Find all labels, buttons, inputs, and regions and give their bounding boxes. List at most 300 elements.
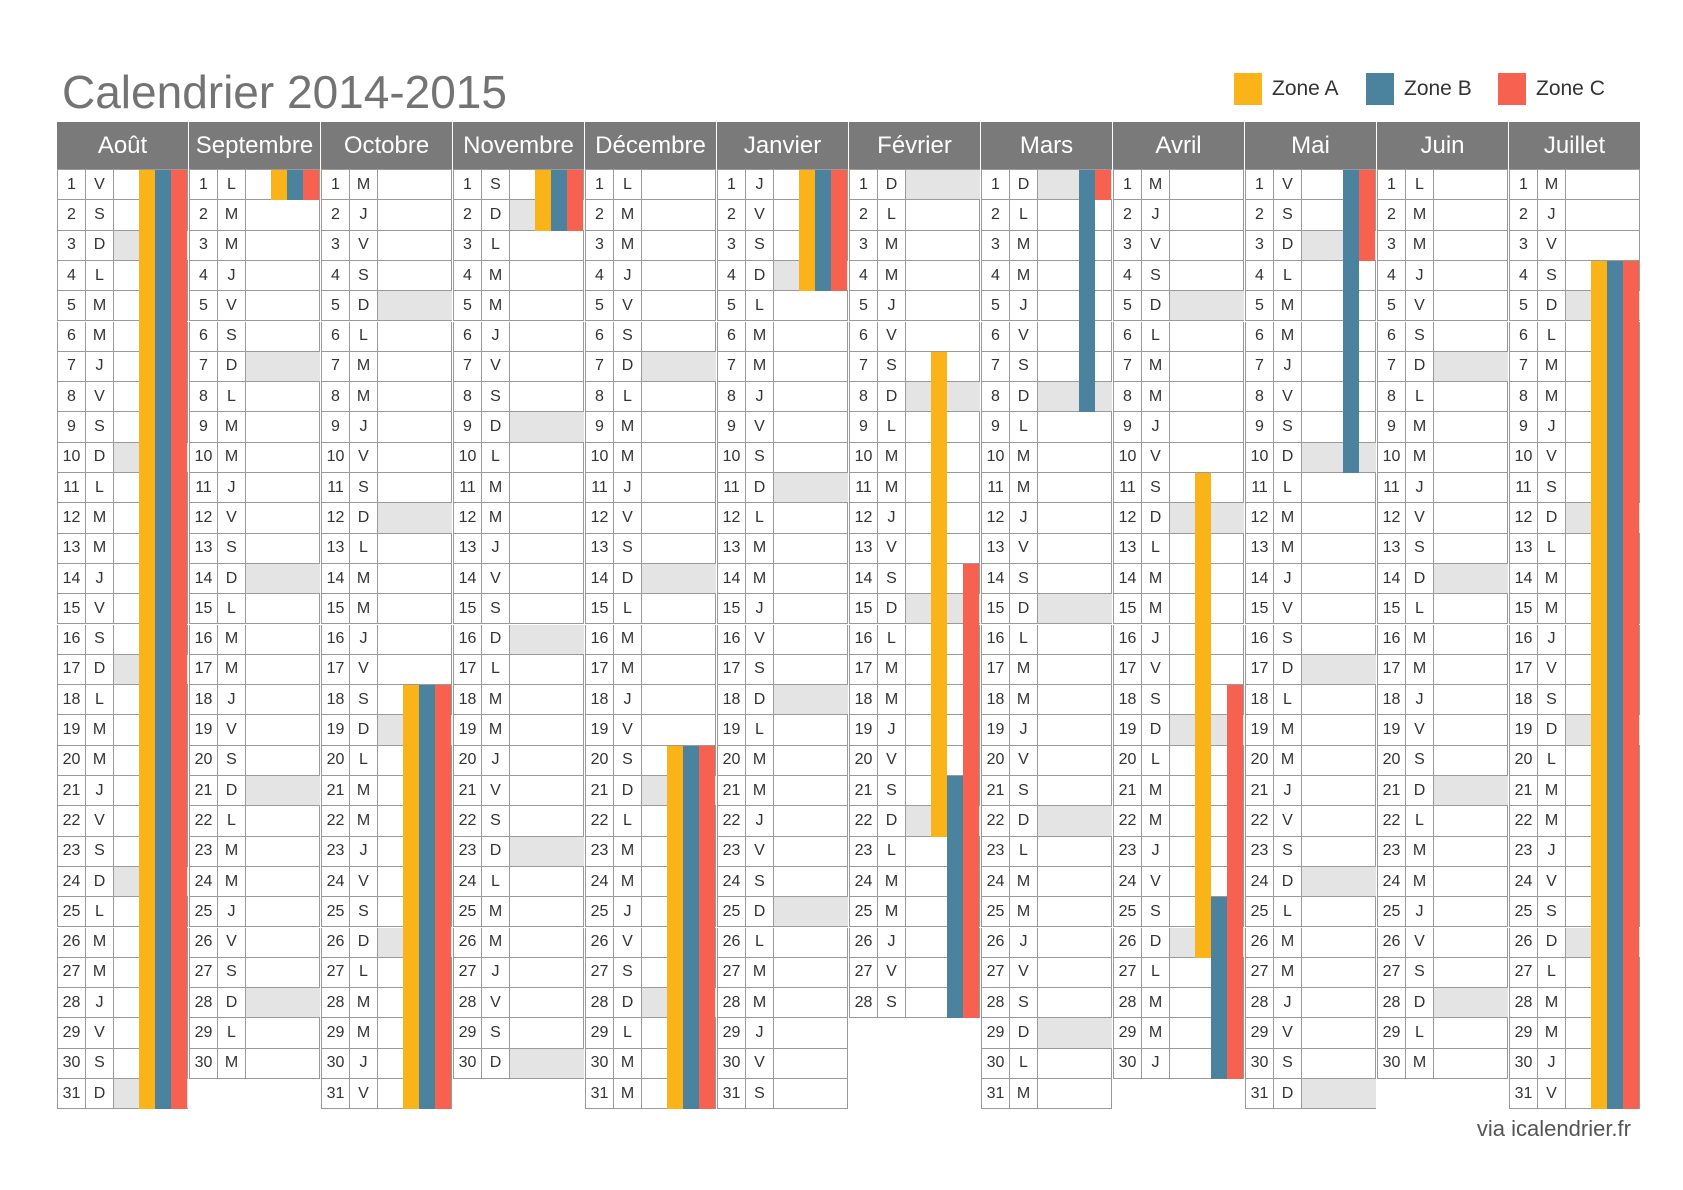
- weekday-letter: D: [482, 837, 510, 866]
- weekday-letter: M: [878, 897, 906, 926]
- weekday-letter: M: [614, 231, 642, 260]
- day-row: [321, 534, 452, 564]
- day-row: [981, 412, 1112, 442]
- day-number: 7: [454, 352, 482, 381]
- weekday-letter: J: [350, 412, 378, 441]
- weekend-shade: [378, 291, 452, 320]
- day-number: 23: [454, 837, 482, 866]
- weekday-letter: L: [1274, 897, 1302, 926]
- day-row: [1245, 897, 1376, 927]
- day-number: 8: [850, 382, 878, 411]
- weekday-letter: S: [482, 1018, 510, 1047]
- day-number: 14: [850, 564, 878, 593]
- day-row: [717, 534, 848, 564]
- day-number: 2: [718, 200, 746, 229]
- weekday-letter: M: [218, 837, 246, 866]
- day-number: 30: [1114, 1049, 1142, 1078]
- day-number: 3: [1246, 231, 1274, 260]
- weekday-letter: V: [614, 503, 642, 532]
- weekday-letter: M: [86, 746, 114, 775]
- day-row: [849, 291, 980, 321]
- day-row: [453, 291, 584, 321]
- day-number: 21: [718, 776, 746, 805]
- day-number: 11: [454, 473, 482, 502]
- weekday-letter: M: [746, 746, 774, 775]
- day-row: [981, 594, 1112, 624]
- day-row: [1377, 897, 1508, 927]
- day-number: 22: [190, 806, 218, 835]
- day-row: [1113, 261, 1244, 291]
- day-row: [1377, 928, 1508, 958]
- weekday-letter: M: [1142, 352, 1170, 381]
- day-row: [585, 625, 716, 655]
- day-number: 27: [1510, 958, 1538, 987]
- weekday-letter: V: [350, 443, 378, 472]
- day-number: 23: [586, 837, 614, 866]
- weekday-letter: M: [1538, 382, 1566, 411]
- weekday-letter: D: [1142, 503, 1170, 532]
- weekday-letter: M: [746, 958, 774, 987]
- day-number: 11: [190, 473, 218, 502]
- month-header: Juillet: [1509, 122, 1640, 170]
- day-number: 15: [850, 594, 878, 623]
- day-row: [1113, 867, 1244, 897]
- day-row: [189, 261, 320, 291]
- day-row: [1113, 655, 1244, 685]
- day-row: [321, 473, 452, 503]
- weekday-letter: M: [350, 564, 378, 593]
- day-row: [453, 958, 584, 988]
- day-number: 12: [850, 503, 878, 532]
- day-row: [981, 1018, 1112, 1048]
- weekday-letter: M: [1142, 564, 1170, 593]
- weekday-letter: L: [746, 503, 774, 532]
- day-number: 11: [586, 473, 614, 502]
- weekday-letter: J: [614, 897, 642, 926]
- day-row: [453, 746, 584, 776]
- weekday-letter: S: [1406, 534, 1434, 563]
- weekday-letter: M: [878, 443, 906, 472]
- day-row: [849, 473, 980, 503]
- page-title: Calendrier 2014-2015: [62, 66, 507, 118]
- weekday-letter: S: [1538, 261, 1566, 290]
- day-number: 18: [1114, 685, 1142, 714]
- day-number: 25: [850, 897, 878, 926]
- weekday-letter: V: [1142, 231, 1170, 260]
- day-number: 24: [850, 867, 878, 896]
- weekday-letter: V: [746, 837, 774, 866]
- day-number: 28: [58, 988, 86, 1017]
- month-column: [981, 122, 1112, 1111]
- holiday-bar-zone-c: [567, 170, 583, 231]
- day-row: [585, 169, 716, 200]
- day-number: 8: [718, 382, 746, 411]
- day-row: [1113, 715, 1244, 745]
- weekday-letter: M: [1274, 291, 1302, 320]
- day-number: 16: [454, 625, 482, 654]
- weekday-letter: M: [1142, 776, 1170, 805]
- day-number: 1: [454, 170, 482, 199]
- holiday-bar-zone-c: [963, 564, 979, 1019]
- day-number: 30: [454, 1049, 482, 1078]
- day-number: 29: [190, 1018, 218, 1047]
- weekday-letter: V: [86, 806, 114, 835]
- day-number: 4: [1246, 261, 1274, 290]
- weekday-letter: L: [1538, 322, 1566, 351]
- day-number: 30: [190, 1049, 218, 1078]
- day-number: 3: [718, 231, 746, 260]
- weekend-shade: [1038, 1018, 1112, 1047]
- day-row: [1509, 231, 1640, 261]
- day-number: 22: [322, 806, 350, 835]
- weekday-letter: L: [218, 170, 246, 199]
- day-row: [1377, 655, 1508, 685]
- day-row: [849, 169, 980, 200]
- day-row: [1377, 806, 1508, 836]
- weekend-shade: [1038, 594, 1112, 623]
- weekend-shade: [642, 564, 716, 593]
- weekday-letter: M: [1274, 534, 1302, 563]
- day-row: [453, 473, 584, 503]
- weekday-letter: V: [1406, 291, 1434, 320]
- day-number: 27: [718, 958, 746, 987]
- day-number: 1: [1114, 170, 1142, 199]
- weekday-letter: S: [1538, 685, 1566, 714]
- day-row: [981, 928, 1112, 958]
- day-row: [189, 685, 320, 715]
- day-number: 21: [1114, 776, 1142, 805]
- day-row: [717, 776, 848, 806]
- weekday-letter: J: [614, 473, 642, 502]
- weekday-letter: V: [746, 625, 774, 654]
- day-number: 10: [850, 443, 878, 472]
- weekday-letter: V: [1142, 655, 1170, 684]
- day-number: 24: [1378, 867, 1406, 896]
- day-row: [189, 291, 320, 321]
- day-number: 30: [1246, 1049, 1274, 1078]
- day-row: [981, 746, 1112, 776]
- weekday-letter: M: [614, 837, 642, 866]
- day-row: [453, 625, 584, 655]
- day-row: [1245, 837, 1376, 867]
- day-row: [453, 503, 584, 533]
- day-number: 23: [982, 837, 1010, 866]
- day-number: 19: [322, 715, 350, 744]
- day-row: [849, 322, 980, 352]
- day-number: 31: [586, 1079, 614, 1108]
- weekday-letter: M: [614, 655, 642, 684]
- day-row: [189, 534, 320, 564]
- day-number: 9: [1246, 412, 1274, 441]
- weekday-letter: M: [482, 928, 510, 957]
- day-number: 30: [718, 1049, 746, 1078]
- weekday-letter: S: [1142, 897, 1170, 926]
- day-row: [585, 685, 716, 715]
- day-row: [1113, 322, 1244, 352]
- weekday-letter: D: [350, 928, 378, 957]
- day-row: [453, 928, 584, 958]
- day-row: [1377, 715, 1508, 745]
- day-number: 15: [1246, 594, 1274, 623]
- day-row: [321, 261, 452, 291]
- day-number: 1: [1378, 170, 1406, 199]
- weekday-letter: D: [482, 200, 510, 229]
- weekday-letter: L: [86, 473, 114, 502]
- weekday-letter: S: [1142, 261, 1170, 290]
- day-row: [1245, 534, 1376, 564]
- weekday-letter: V: [1010, 958, 1038, 987]
- day-number: 16: [1510, 625, 1538, 654]
- day-number: 3: [190, 231, 218, 260]
- day-number: 23: [1246, 837, 1274, 866]
- weekday-letter: D: [350, 503, 378, 532]
- day-number: 13: [1246, 534, 1274, 563]
- day-row: [1113, 685, 1244, 715]
- day-row: [585, 231, 716, 261]
- weekend-shade: [1302, 655, 1376, 684]
- day-number: 30: [1378, 1049, 1406, 1078]
- day-number: 16: [58, 625, 86, 654]
- day-row: [1113, 594, 1244, 624]
- day-row: [453, 1049, 584, 1079]
- weekday-letter: J: [1274, 776, 1302, 805]
- weekday-letter: V: [1010, 534, 1038, 563]
- weekday-letter: M: [1538, 352, 1566, 381]
- day-number: 21: [1378, 776, 1406, 805]
- day-number: 13: [1378, 534, 1406, 563]
- day-row: [717, 746, 848, 776]
- weekend-shade: [1038, 806, 1112, 835]
- day-row: [585, 473, 716, 503]
- weekday-letter: J: [1406, 473, 1434, 502]
- weekday-letter: M: [1010, 685, 1038, 714]
- day-row: [717, 958, 848, 988]
- day-number: 6: [1246, 322, 1274, 351]
- weekday-letter: V: [86, 382, 114, 411]
- holiday-bar-zone-c: [171, 170, 187, 1109]
- weekday-letter: M: [350, 1018, 378, 1047]
- weekday-letter: M: [350, 988, 378, 1017]
- day-number: 11: [322, 473, 350, 502]
- weekday-letter: S: [350, 473, 378, 502]
- day-row: [1377, 776, 1508, 806]
- weekday-letter: M: [218, 1049, 246, 1078]
- day-row: [1113, 776, 1244, 806]
- day-number: 23: [190, 837, 218, 866]
- weekend-shade: [1302, 1079, 1376, 1108]
- day-number: 7: [1246, 352, 1274, 381]
- weekend-shade: [246, 564, 320, 593]
- weekday-letter: S: [1274, 837, 1302, 866]
- weekday-letter: L: [1142, 746, 1170, 775]
- day-row: [1377, 169, 1508, 200]
- day-number: 6: [850, 322, 878, 351]
- weekday-letter: D: [482, 412, 510, 441]
- weekday-letter: V: [482, 564, 510, 593]
- day-number: 2: [586, 200, 614, 229]
- weekday-letter: M: [614, 1079, 642, 1108]
- weekday-letter: V: [614, 291, 642, 320]
- weekday-letter: L: [350, 322, 378, 351]
- day-row: [981, 655, 1112, 685]
- day-number: 10: [718, 443, 746, 472]
- weekday-letter: S: [746, 867, 774, 896]
- day-number: 26: [586, 928, 614, 957]
- weekday-letter: J: [1538, 625, 1566, 654]
- holiday-bar-zone-a: [271, 170, 287, 200]
- weekday-letter: V: [746, 412, 774, 441]
- weekday-letter: D: [614, 564, 642, 593]
- day-number: 11: [850, 473, 878, 502]
- weekend-shade: [1434, 776, 1508, 805]
- weekday-letter: M: [86, 715, 114, 744]
- day-number: 25: [58, 897, 86, 926]
- weekday-letter: V: [878, 322, 906, 351]
- weekday-letter: M: [1010, 655, 1038, 684]
- day-row: [1113, 412, 1244, 442]
- weekday-letter: V: [350, 231, 378, 260]
- day-number: 5: [1378, 291, 1406, 320]
- holiday-bar-zone-b: [1211, 897, 1227, 1079]
- day-row: [453, 685, 584, 715]
- day-number: 7: [322, 352, 350, 381]
- day-number: 18: [190, 685, 218, 714]
- day-row: [1113, 564, 1244, 594]
- day-number: 20: [1114, 746, 1142, 775]
- day-number: 14: [1378, 564, 1406, 593]
- weekday-letter: S: [86, 1049, 114, 1078]
- month-column: [1245, 122, 1376, 1111]
- day-row: [189, 958, 320, 988]
- day-row: [453, 837, 584, 867]
- weekday-letter: V: [1538, 443, 1566, 472]
- day-row: [453, 655, 584, 685]
- day-row: [1377, 625, 1508, 655]
- weekday-letter: J: [482, 534, 510, 563]
- weekday-letter: S: [218, 534, 246, 563]
- weekday-letter: J: [614, 261, 642, 290]
- day-row: [1245, 958, 1376, 988]
- day-row: [1377, 685, 1508, 715]
- weekday-letter: D: [1406, 988, 1434, 1017]
- day-number: 5: [1246, 291, 1274, 320]
- day-row: [1113, 200, 1244, 230]
- day-row: [717, 655, 848, 685]
- day-row: [189, 594, 320, 624]
- weekday-letter: J: [218, 897, 246, 926]
- weekday-letter: M: [1142, 594, 1170, 623]
- weekday-letter: M: [350, 382, 378, 411]
- day-row: [849, 352, 980, 382]
- weekday-letter: V: [1274, 1018, 1302, 1047]
- weekday-letter: L: [614, 382, 642, 411]
- day-row: [981, 625, 1112, 655]
- holiday-bar-zone-b: [947, 776, 963, 1018]
- day-row: [585, 352, 716, 382]
- day-row: [1377, 837, 1508, 867]
- weekend-shade: [246, 988, 320, 1017]
- weekday-letter: J: [350, 1049, 378, 1078]
- weekday-letter: S: [350, 685, 378, 714]
- weekend-shade: [774, 473, 848, 502]
- weekday-letter: V: [350, 867, 378, 896]
- day-row: [717, 1018, 848, 1048]
- day-number: 18: [718, 685, 746, 714]
- weekday-letter: V: [1538, 655, 1566, 684]
- day-row: [1113, 806, 1244, 836]
- weekday-letter: V: [878, 534, 906, 563]
- weekday-letter: M: [1274, 715, 1302, 744]
- weekday-letter: S: [86, 625, 114, 654]
- day-number: 24: [586, 867, 614, 896]
- weekday-letter: L: [1406, 170, 1434, 199]
- weekday-letter: V: [614, 928, 642, 957]
- day-number: 23: [850, 837, 878, 866]
- day-number: 20: [718, 746, 746, 775]
- day-number: 25: [190, 897, 218, 926]
- day-row: [1377, 746, 1508, 776]
- weekday-letter: S: [746, 655, 774, 684]
- day-number: 8: [322, 382, 350, 411]
- weekday-letter: S: [746, 1079, 774, 1108]
- weekday-letter: J: [1010, 291, 1038, 320]
- day-row: [1113, 625, 1244, 655]
- day-number: 27: [586, 958, 614, 987]
- day-row: [189, 867, 320, 897]
- day-number: 19: [1378, 715, 1406, 744]
- day-number: 14: [1114, 564, 1142, 593]
- day-number: 2: [190, 200, 218, 229]
- month-column: [717, 122, 848, 1111]
- day-number: 7: [1378, 352, 1406, 381]
- day-number: 28: [1246, 988, 1274, 1017]
- weekday-letter: J: [350, 837, 378, 866]
- weekday-letter: S: [614, 958, 642, 987]
- day-number: 28: [982, 988, 1010, 1017]
- day-row: [981, 1049, 1112, 1079]
- day-number: 31: [322, 1079, 350, 1108]
- weekday-letter: S: [614, 746, 642, 775]
- weekday-letter: S: [878, 564, 906, 593]
- day-number: 28: [454, 988, 482, 1017]
- weekday-letter: M: [878, 261, 906, 290]
- day-row: [717, 564, 848, 594]
- weekday-letter: M: [1010, 261, 1038, 290]
- weekday-letter: V: [1274, 806, 1302, 835]
- weekday-letter: L: [1274, 685, 1302, 714]
- day-number: 15: [1510, 594, 1538, 623]
- weekend-shade: [1434, 352, 1508, 381]
- day-row: [1113, 443, 1244, 473]
- day-row: [717, 867, 848, 897]
- day-number: 10: [190, 443, 218, 472]
- day-row: [189, 1049, 320, 1079]
- day-number: 20: [322, 746, 350, 775]
- weekday-letter: D: [1274, 655, 1302, 684]
- weekday-letter: S: [1538, 897, 1566, 926]
- day-number: 10: [982, 443, 1010, 472]
- month-column: [1113, 122, 1244, 1111]
- day-row: [321, 443, 452, 473]
- day-row: [981, 958, 1112, 988]
- weekday-letter: D: [1142, 715, 1170, 744]
- weekday-letter: L: [86, 685, 114, 714]
- month-column: [453, 122, 584, 1111]
- day-row: [849, 231, 980, 261]
- day-number: 26: [58, 928, 86, 957]
- day-row: [1377, 594, 1508, 624]
- day-row: [189, 746, 320, 776]
